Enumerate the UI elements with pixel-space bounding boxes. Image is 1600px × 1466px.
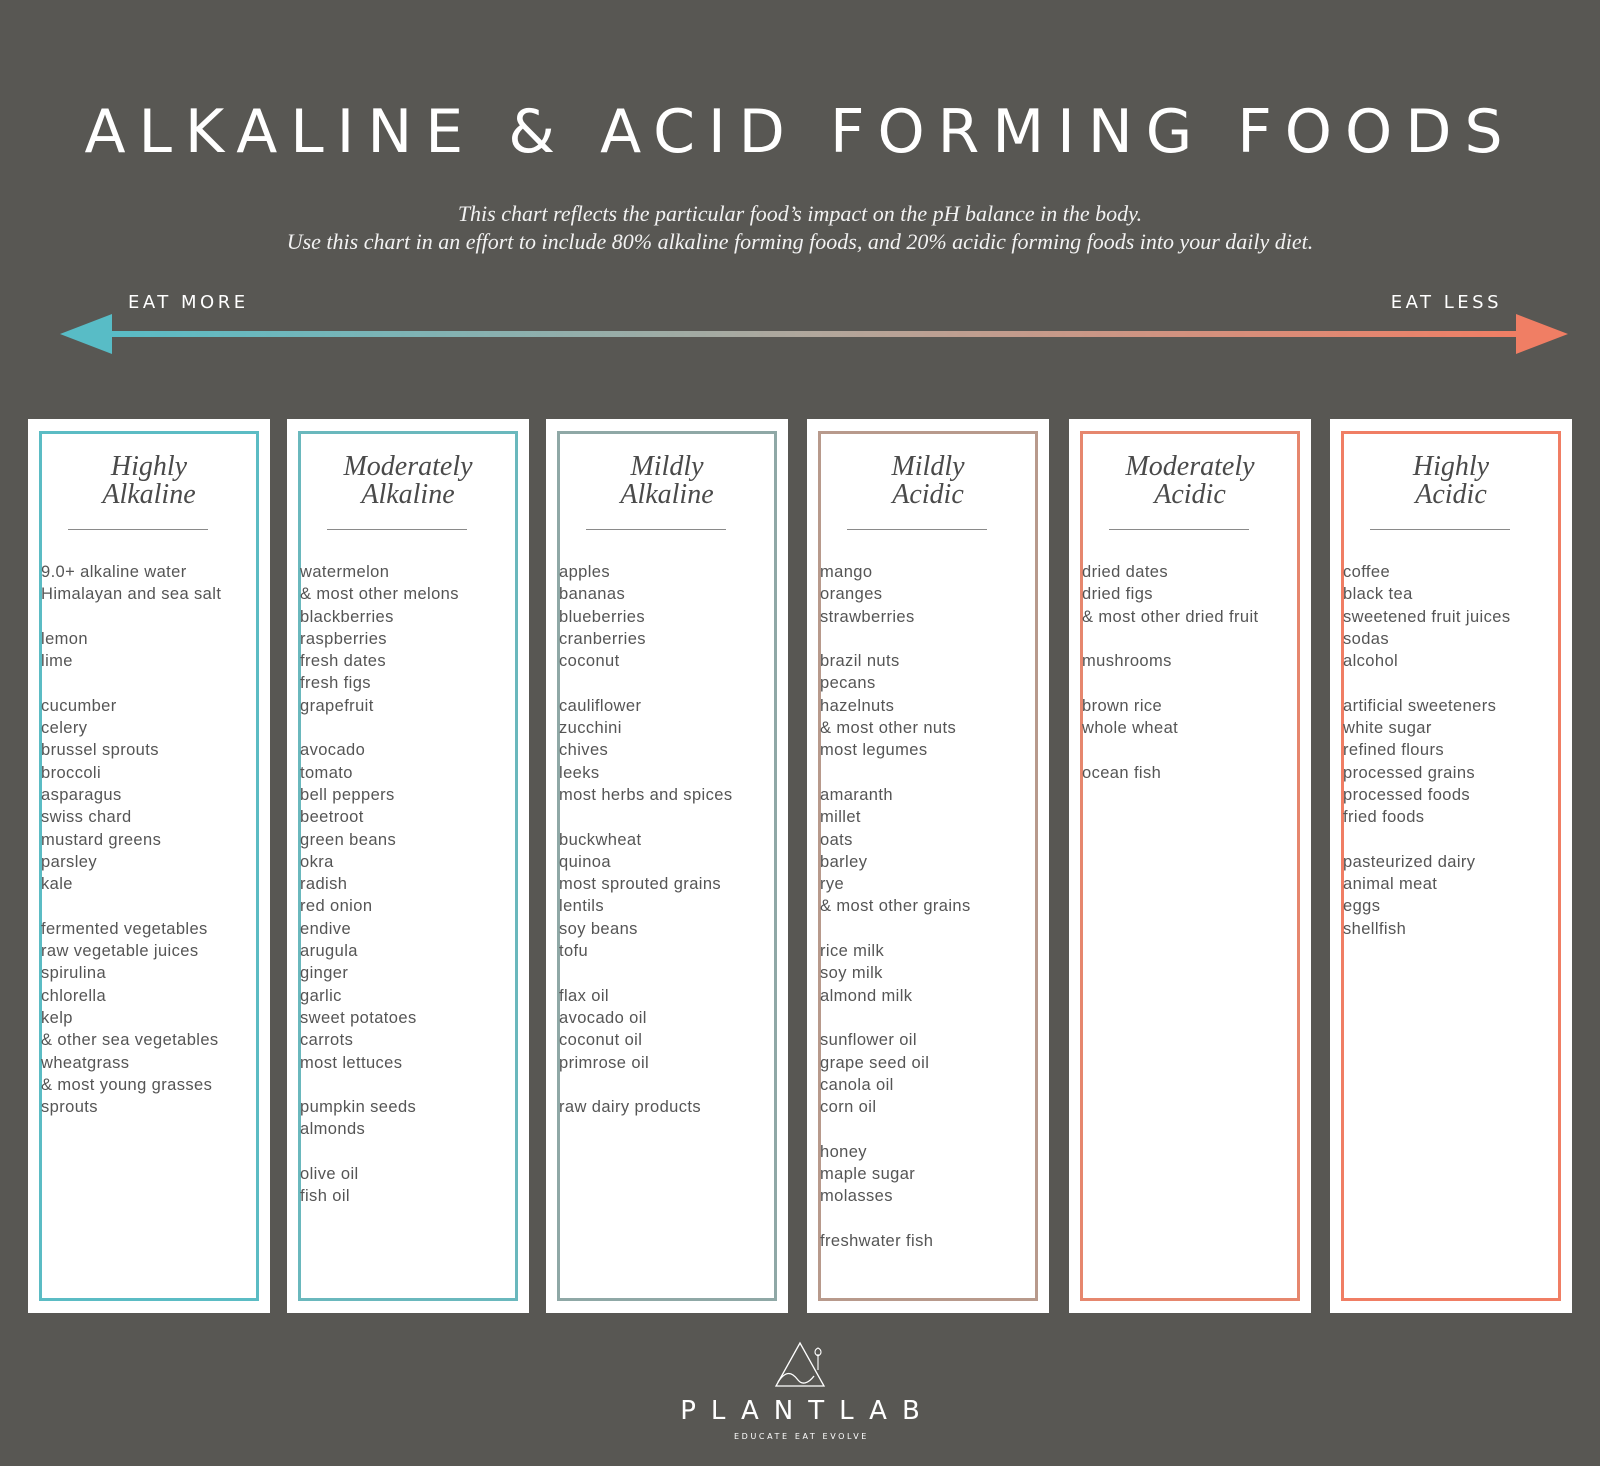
food-item: kelp — [41, 1008, 73, 1027]
food-item: sodas — [1343, 629, 1390, 648]
food-list — [1082, 561, 1307, 784]
food-item: fresh dates — [300, 652, 387, 671]
food-item: eggs — [1343, 897, 1381, 916]
food-item: beetroot — [300, 808, 364, 827]
title-divider — [1370, 529, 1510, 530]
food-item: cranberries — [559, 629, 646, 648]
food-item: almond milk — [820, 986, 913, 1005]
food-item: cauliflower — [559, 696, 642, 715]
title-divider — [68, 529, 208, 530]
food-item: chives — [559, 741, 609, 760]
food-item: barley — [820, 852, 868, 871]
subtitle-line-1: This chart reflects the particular food’s impact on the pH balance in the body. — [457, 201, 1143, 226]
food-item: black tea — [1343, 585, 1413, 604]
eat-more-label: EAT MORE — [128, 292, 249, 313]
food-item: 9.0+ alkaline water — [41, 563, 187, 581]
food-item: most legumes — [820, 741, 928, 760]
food-item: oats — [820, 830, 853, 849]
list-spacer — [41, 895, 266, 917]
column-title-line-1: Highly — [1412, 451, 1490, 482]
food-item: sprouts — [41, 1098, 98, 1117]
food-item: garlic — [300, 986, 342, 1005]
food-item: refined flours — [1343, 741, 1444, 760]
column-title — [807, 453, 1049, 509]
food-item: pumpkin seeds — [300, 1098, 417, 1117]
food-item: sweetened fruit juices — [1343, 607, 1511, 626]
column-title — [546, 453, 788, 509]
food-item: tofu — [559, 942, 589, 961]
list-spacer — [1082, 672, 1307, 694]
column-title-line-2: Alkaline — [102, 479, 196, 510]
list-spacer — [820, 1208, 1045, 1230]
food-item: raspberries — [300, 629, 387, 648]
arrow-right-head-icon — [1516, 314, 1568, 354]
food-item: parsley — [41, 852, 97, 871]
food-item: whole wheat — [1082, 719, 1179, 738]
food-item: millet — [820, 808, 861, 827]
list-spacer — [559, 806, 784, 828]
food-item: animal meat — [1343, 875, 1438, 894]
food-item: most herbs and spices — [559, 785, 733, 804]
column-title-line-2: Alkaline — [620, 479, 714, 510]
food-item: flax oil — [559, 986, 609, 1005]
list-spacer — [820, 1007, 1045, 1029]
food-item: raw dairy products — [559, 1098, 702, 1117]
column-title — [1069, 453, 1311, 509]
food-item: brazil nuts — [820, 652, 900, 671]
food-item: lentils — [559, 897, 604, 916]
column-title — [1330, 453, 1572, 509]
column-mildly-alkaline — [546, 419, 788, 1313]
food-list — [41, 561, 266, 1118]
food-item: grapefruit — [300, 696, 374, 715]
food-item: molasses — [820, 1187, 893, 1206]
food-item: primrose oil — [559, 1053, 650, 1072]
eat-more-less-arrow — [60, 314, 1568, 354]
logo-tagline: EDUCATE EAT EVOLVE — [734, 1432, 869, 1441]
food-item: cucumber — [41, 696, 117, 715]
food-item: watermelon — [300, 563, 390, 581]
logo-wordmark: PLANTLAB — [680, 1396, 935, 1426]
food-item: lime — [41, 652, 73, 671]
food-item: coffee — [1343, 563, 1391, 581]
food-item: green beans — [300, 830, 397, 849]
food-item: & most other nuts — [820, 719, 957, 738]
food-item: okra — [300, 852, 334, 871]
food-item: rye — [820, 875, 845, 894]
column-title-line-1: Moderately — [343, 451, 473, 482]
food-item: leeks — [559, 763, 600, 782]
arrow-shaft — [108, 331, 1520, 337]
food-item: dried dates — [1082, 563, 1169, 581]
food-item: sunflower oil — [820, 1031, 917, 1050]
food-item: radish — [300, 875, 348, 894]
list-spacer — [559, 1074, 784, 1096]
subtitle-line-2: Use this chart in an effort to include 80% alkaline forming foods, and 20% acidic forming foods into your daily diet. — [286, 229, 1314, 254]
food-list — [559, 561, 784, 1118]
food-item: mushrooms — [1082, 652, 1172, 671]
column-moderately-acidic — [1069, 419, 1311, 1313]
food-item: fish oil — [300, 1187, 350, 1206]
list-spacer — [820, 1118, 1045, 1140]
plantlab-mountain-icon — [770, 1340, 830, 1390]
food-item: buckwheat — [559, 830, 642, 849]
food-item: swiss chard — [41, 808, 132, 827]
food-item: apples — [559, 563, 611, 581]
food-item: fresh figs — [300, 674, 371, 693]
food-item: brussel sprouts — [41, 741, 159, 760]
column-title-line-2: Acidic — [1154, 479, 1226, 510]
food-item: & other sea vegetables — [41, 1031, 219, 1050]
column-title — [28, 453, 270, 509]
food-item: corn oil — [820, 1098, 877, 1117]
food-item: freshwater fish — [820, 1231, 934, 1250]
food-item: blackberries — [300, 607, 394, 626]
food-item: processed grains — [1343, 763, 1476, 782]
food-item: amaranth — [820, 785, 893, 804]
title-divider — [847, 529, 987, 530]
food-item: avocado oil — [559, 1008, 647, 1027]
food-item: coconut oil — [559, 1031, 643, 1050]
food-item: processed foods — [1343, 785, 1471, 804]
food-item: kale — [41, 875, 73, 894]
food-item: white sugar — [1343, 719, 1432, 738]
food-item: fermented vegetables — [41, 919, 208, 938]
column-title-line-1: Mildly — [630, 451, 704, 482]
column-mildly-acidic — [807, 419, 1049, 1313]
food-item: maple sugar — [820, 1165, 916, 1184]
column-title-line-1: Mildly — [891, 451, 965, 482]
food-item: & most other grains — [820, 897, 971, 916]
food-item: honey — [820, 1142, 867, 1161]
food-item: lemon — [41, 629, 88, 648]
food-item: olive oil — [300, 1165, 359, 1184]
list-spacer — [1082, 739, 1307, 761]
title-divider — [586, 529, 726, 530]
brand-logo — [0, 1340, 1600, 1441]
column-title-line-2: Acidic — [892, 479, 964, 510]
food-item: dried figs — [1082, 585, 1153, 604]
food-item: avocado — [300, 741, 366, 760]
column-title-line-2: Acidic — [1415, 479, 1487, 510]
food-item: wheatgrass — [41, 1053, 130, 1072]
column-title-line-1: Highly — [110, 451, 188, 482]
food-item: asparagus — [41, 785, 122, 804]
list-spacer — [300, 1074, 525, 1096]
food-item: soy milk — [820, 964, 883, 983]
food-item: grape seed oil — [820, 1053, 930, 1072]
food-item: chlorella — [41, 986, 107, 1005]
food-item: endive — [300, 919, 352, 938]
food-item: Himalayan and sea salt — [41, 585, 222, 604]
food-item: brown rice — [1082, 696, 1163, 715]
food-list — [820, 561, 1045, 1252]
food-item: blueberries — [559, 607, 646, 626]
food-item: raw vegetable juices — [41, 942, 199, 961]
food-item: rice milk — [820, 942, 885, 961]
food-item: pasteurized dairy — [1343, 852, 1476, 871]
list-spacer — [820, 762, 1045, 784]
title-divider — [1109, 529, 1249, 530]
food-item: strawberries — [820, 607, 915, 626]
list-spacer — [1343, 672, 1568, 694]
list-spacer — [559, 962, 784, 984]
food-item: broccoli — [41, 763, 102, 782]
column-highly-acidic — [1330, 419, 1572, 1313]
food-item: carrots — [300, 1031, 354, 1050]
food-item: arugula — [300, 942, 358, 961]
food-item: zucchini — [559, 719, 622, 738]
food-item: ginger — [300, 964, 349, 983]
list-spacer — [41, 672, 266, 694]
food-item: tomato — [300, 763, 353, 782]
list-spacer — [1082, 628, 1307, 650]
food-item: sweet potatoes — [300, 1008, 417, 1027]
food-item: mango — [820, 563, 873, 581]
food-item: celery — [41, 719, 88, 738]
food-item: ocean fish — [1082, 763, 1162, 782]
column-title-line-2: Alkaline — [361, 479, 455, 510]
food-item: fried foods — [1343, 808, 1425, 827]
list-spacer — [300, 1141, 525, 1163]
food-item: pecans — [820, 674, 876, 693]
food-item: soy beans — [559, 919, 638, 938]
food-list — [300, 561, 525, 1208]
title-divider — [327, 529, 467, 530]
list-spacer — [559, 672, 784, 694]
food-item: alcohol — [1343, 652, 1399, 671]
food-item: coconut — [559, 652, 620, 671]
list-spacer — [300, 717, 525, 739]
food-item: hazelnuts — [820, 696, 895, 715]
column-title — [287, 453, 529, 509]
food-item: most lettuces — [300, 1053, 403, 1072]
food-list — [1343, 561, 1568, 940]
food-item: almonds — [300, 1120, 366, 1139]
column-title-line-1: Moderately — [1125, 451, 1255, 482]
list-spacer — [1343, 829, 1568, 851]
food-item: red onion — [300, 897, 373, 916]
food-item: & most other dried fruit — [1082, 607, 1259, 626]
food-item: oranges — [820, 585, 883, 604]
food-item: & most young grasses — [41, 1075, 213, 1094]
food-item: bananas — [559, 585, 626, 604]
column-highly-alkaline — [28, 419, 270, 1313]
eat-less-label: EAT LESS — [1390, 292, 1502, 313]
food-item: bell peppers — [300, 785, 395, 804]
food-item: & most other melons — [300, 585, 459, 604]
page-title: ALKALINE & ACID FORMING FOODS — [84, 97, 1516, 167]
list-spacer — [820, 628, 1045, 650]
list-spacer — [820, 918, 1045, 940]
arrow-left-head-icon — [60, 314, 112, 354]
column-moderately-alkaline — [287, 419, 529, 1313]
list-spacer — [41, 606, 266, 628]
food-item: canola oil — [820, 1075, 894, 1094]
food-item: spirulina — [41, 964, 107, 983]
food-item: shellfish — [1343, 919, 1407, 938]
food-item: artificial sweeteners — [1343, 696, 1497, 715]
food-item: mustard greens — [41, 830, 162, 849]
subtitle — [0, 200, 1600, 256]
food-item: most sprouted grains — [559, 875, 722, 894]
food-item: quinoa — [559, 852, 611, 871]
